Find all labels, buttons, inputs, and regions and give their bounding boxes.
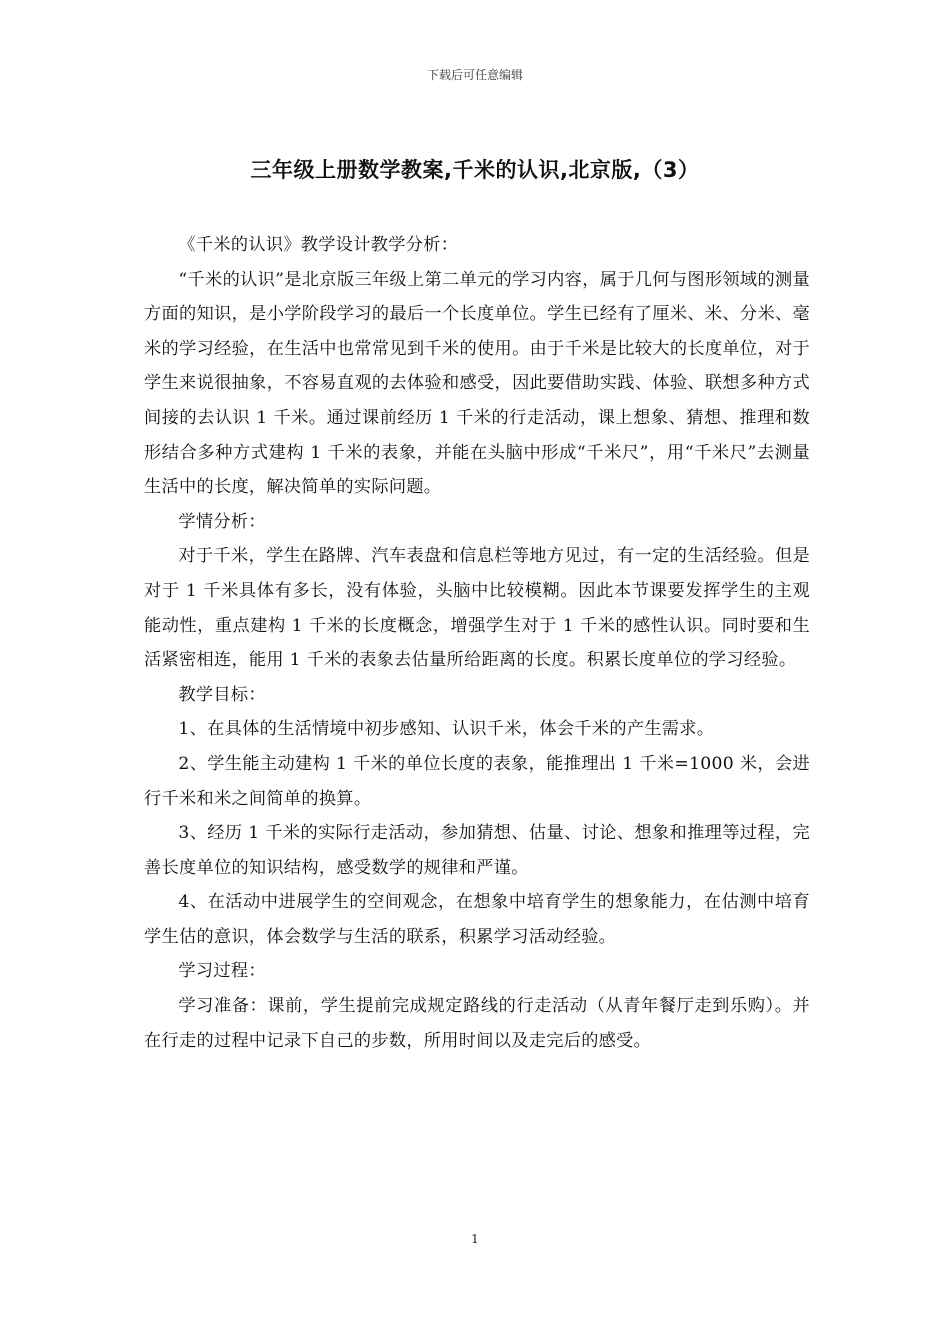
paragraph-learner-heading: 学情分析： (178, 511, 266, 532)
paragraph-process-heading: 学习过程： (178, 961, 266, 982)
paragraph-goal-3: 3、经历 1 千米的实际行走活动，参加猜想、估量、讨论、想象和推理等过程，完善长度单位的知识结构，感受数学的规律和严谨。 (144, 823, 810, 878)
paragraph-goal-4: 4、在活动中进展学生的空间观念，在想象中培育学生的想象能力，在估测中培育学生估的意识，体会数学与生活的联系，积累学习活动经验。 (144, 892, 810, 947)
paragraph-goal-2: 2、学生能主动建构 1 千米的单位长度的表象，能推理出 1 千米=1000 米，会进行千米和米之间简单的换算。 (144, 753, 810, 809)
document-body (144, 228, 810, 1058)
paragraph-goal-1: 1、在具体的生活情境中初步感知、认识千米，体会千米的产生需求。 (178, 719, 715, 740)
page-header-note: 下载后可任意编辑 (426, 68, 523, 82)
paragraph-analysis-heading: 《千米的认识》教学设计教学分析： (178, 235, 459, 255)
page-number: 1 (471, 1232, 479, 1246)
paragraph-analysis-body: “千米的认识”是北京版三年级上第二单元的学习内容，属于几何与图形领域的测量方面的知识，是小学阶段学习的最后一个长度单位。学生已经有了厘米、米、分米、毫米的学习经验，在生活中也常常见到千米的使用。由于千米是比较大的长度单位，对于学生来说很抽象，不容易直观的去体验和感受，因此要借助实践、体验、联想多种方式间接的去认识 1 千米。通过课前经历 1 千米的行走活动，课上想象、猜想、推理和数形结合多种方式建构 1 千米的表象，并能在头脑中形成“千米尺”，用“千米尺”去测量生活中的长度，解决简单的实际问题。 (144, 269, 810, 498)
paragraph-preparation: 学习准备：课前，学生提前完成规定路线的行走活动（从青年餐厅走到乐购）。并在行走的过程中记录下自己的步数，所用时间以及走完后的感受。 (144, 996, 810, 1051)
paragraph-learner-body: 对于千米，学生在路牌、汽车表盘和信息栏等地方见过，有一定的生活经验。但是对于 1 千米具体有多长，没有体验，头脑中比较模糊。因此本节课要发挥学生的主观能动性，重点建构 1 千米的长度概念，增强学生对于 1 千米的感性认识。同时要和生活紧密相连，能用 1 千米的表象去估量所给距离的长度。积累长度单位的学习经验。 (144, 546, 810, 671)
document-title: 三年级上册数学教案,千米的认识,北京版,（3） (250, 158, 700, 182)
paragraph-goals-heading: 教学目标： (178, 684, 266, 705)
